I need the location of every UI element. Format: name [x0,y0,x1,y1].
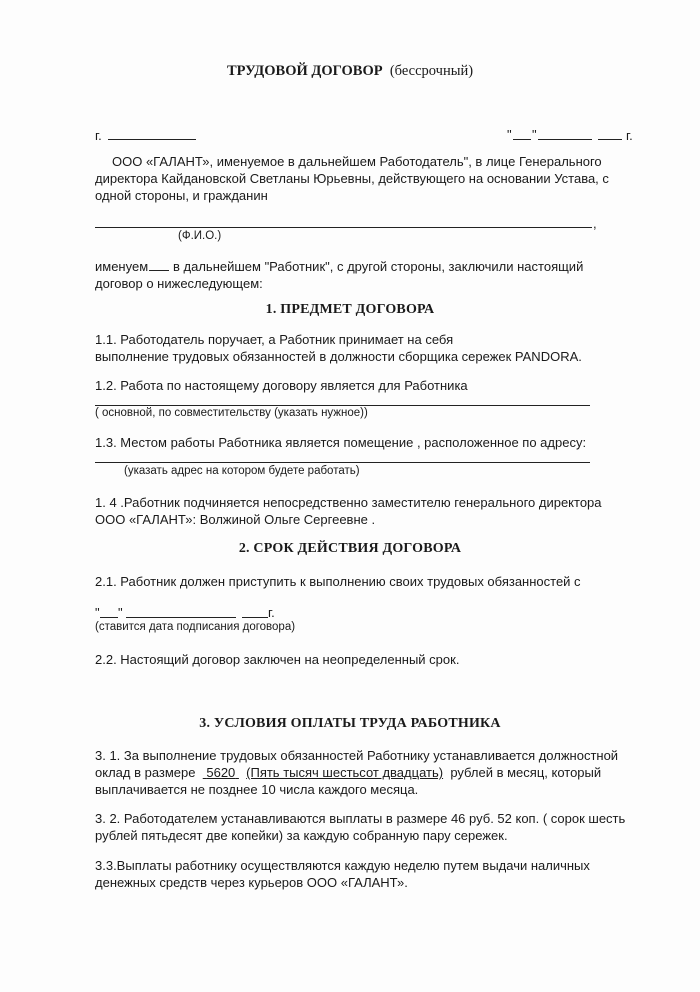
named-line-1b: в дальнейшем "Работник", с другой стороны, заключили настоящий [173,259,584,274]
clause-1-1-line-2: выполнение трудовых обязанностей в должности сборщика сережек PANDORA. [95,349,582,364]
date-day-blank [513,139,531,140]
salary-amount: 5620 [206,765,236,780]
start-date-quote-close: " [118,605,123,620]
start-date-suffix: г. [268,605,275,620]
start-month-blank [126,617,236,618]
clause-1-3: 1.3. Местом работы Работника является помещение , расположенное по адресу: [95,435,587,450]
intro-line-1: ООО «ГАЛАНТ», именуемое в дальнейшем Работодатель", в лице Генерального [112,154,602,169]
employment-type-blank [95,405,590,406]
section-3-title: 3. УСЛОВИЯ ОПЛАТЫ ТРУДА РАБОТНИКА [199,716,501,731]
salary-amount-words: (Пять тысяч шестьсот двадцать) [246,765,444,780]
named-line-1a: именуем [95,259,149,274]
clause-3-1-line-2 [95,764,601,781]
start-day-blank [100,617,118,618]
title-main: ТРУДОВОЙ ДОГОВОР [226,63,383,79]
date-quote-open: " [507,127,512,142]
clause-3-1-line-1: 3. 1. За выполнение трудовых обязанностей Работнику устанавливается должностной [95,748,619,763]
clause-1-3-caption: (указать адрес на котором будете работать) [124,465,360,477]
clause-2-1: 2.1. Работник должен приступить к выполнению своих трудовых обязанностей с [95,574,581,589]
intro-line-3: одной стороны, и гражданин [95,188,268,203]
clause-1-2-caption: ( основной, по совместительству (указать нужное)) [95,407,368,419]
clause-3-1-line-3: выплачивается не позднее 10 числа каждого месяца. [95,782,419,797]
fio-comma: , [593,216,597,231]
named-line-2: договор о нижеследующем: [95,276,263,291]
clause-1-4-line-1: 1. 4 .Работник подчиняется непосредственно заместителю генерального директора [95,495,602,510]
section-1-title: 1. ПРЕДМЕТ ДОГОВОРА [265,302,435,317]
date-month-blank [538,139,592,140]
workplace-address-blank [95,462,590,463]
clause-3-2-line-1: 3. 2. Работодателем устанавливаются выплаты в размере 46 руб. 52 коп. ( сорок шесть [95,811,626,826]
named-ending-blank [149,270,169,271]
clause-2-1-caption: (ставится дата подписания договора) [95,621,296,633]
clause-3-1-salary-suffix: рублей в месяц, который [450,765,602,780]
clause-1-4-line-2: ООО «ГАЛАНТ»: Волжиной Ольге Сергеевне . [95,512,376,527]
start-year-blank [242,617,268,618]
date-suffix: г. [626,128,633,143]
clause-1-1-line-1: 1.1. Работодатель поручает, а Работник принимает на себя [95,332,454,347]
city-blank [108,139,196,140]
clause-2-2: 2.2. Настоящий договор заключен на неопределенный срок. [95,652,460,667]
clause-3-2-line-2: рублей пятьдесят две копейки) за каждую собранную пару сережек. [95,828,508,843]
city-prefix: г. [95,128,102,143]
intro-line-2: директора Кайдановской Светланы Юрьевны, действующего на основании Устава, с [95,171,609,186]
date-quote-close: " [532,127,537,142]
clause-3-3-line-2: денежных средств через курьеров ООО «ГАЛАНТ». [95,875,408,890]
clause-3-1-salary-prefix: оклад в размере [95,765,196,780]
document-title [0,63,700,80]
start-date-quote-open: " [95,605,100,620]
clause-1-2: 1.2. Работа по настоящему договору является для Работника [95,378,468,393]
clause-3-3-line-1: 3.3.Выплаты работнику осуществляются каждую неделю путем выдачи наличных [95,858,590,873]
section-2-title: 2. СРОК ДЕЙСТВИЯ ДОГОВОРА [238,541,462,556]
fio-caption: (Ф.И.О.) [178,230,222,242]
title-sub: (бессрочный) [389,63,474,79]
fio-blank [95,227,592,228]
date-year-blank [598,139,622,140]
